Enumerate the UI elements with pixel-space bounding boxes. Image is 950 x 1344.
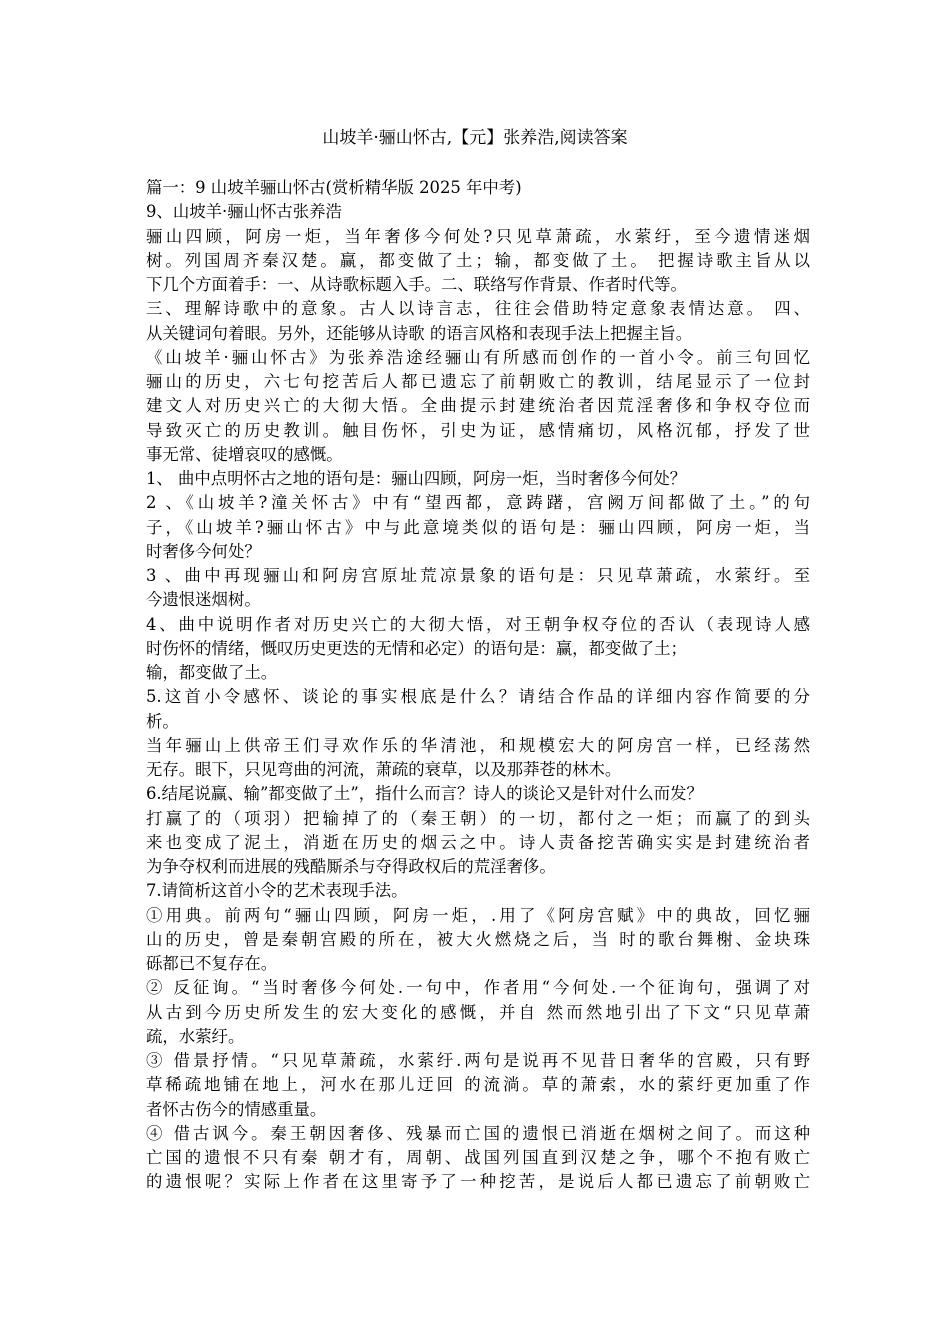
text-line: 导致灭亡的历史教训。触目伤怀，引史为证，感情痛切，风格沉郁，抒发了世 [146,420,810,440]
text-line: 打赢了的（项羽）把输掉了的（秦王朝）的一切，都付之一炬；而赢了的到头 [146,808,810,828]
text-line: 7.请简析这首小令的艺术表现手法。 [146,881,408,901]
text-line: 9、山坡羊·骊山怀古张养浩 [146,202,342,222]
text-line: 篇一：9 山坡羊骊山怀古(赏析精华版 2025 年中考) [146,178,522,197]
text-line: 时伤怀的情绪，慨叹历史更迭的无情和必定）的语句是：赢，都变做了土； [146,638,687,658]
document-title: 山坡羊·骊山怀古,【元】张养浩,阅读答案 [322,128,628,148]
text-line: 的遗恨呢？实际上作者在这里寄予了一种挖苦，是说后人都已遗忘了前朝败亡 [146,1172,810,1192]
text-line: 《山坡羊·骊山怀古》为张养浩途经骊山有所感而创作的一首小令。前三句回忆 [146,347,810,367]
text-line: 来也变成了泥土，消逝在历史的烟云之中。诗人责备挖苦确实实是封建统治者 [146,832,810,852]
text-line: 树。列国周齐秦汉楚。赢，都变做了土；输，都变做了土。 把握诗歌主旨从以 [146,250,810,270]
text-line: 时奢侈今何处？ [146,541,261,561]
text-line: 2 、《山坡羊?潼关怀古》中有“望西都，意踌躇，宫阙万间都做了土。”的句 [146,493,810,513]
text-line: 建文人对历史兴亡的大彻大悟。全曲提示封建统治者因荒淫奢侈和争权夺位而 [146,396,810,416]
text-line: 三、理解诗歌中的意象。古人以诗言志，往往会借助特定意象表情达意。 四、 [146,299,810,319]
text-line: 今遗恨迷烟树。 [146,590,261,610]
text-line: ①用典。前两句“骊山四顾，阿房一炬，.用了《阿房宫赋》中的典故，回忆骊 [146,905,810,925]
text-line: 当年骊山上供帝王们寻欢作乐的华清池，和规模宏大的阿房宫一样，已经荡然 [146,735,810,755]
text-line: 6.结尾说赢、输”都变做了土”，指什么而言？诗人的谈论又是针对什么而发？ [146,784,703,804]
text-line: 事无常、徒增哀叹的感慨。 [146,444,343,464]
text-line: 无存。眼下，只见弯曲的河流，萧疏的衰草，以及那莽苍的林木。 [146,760,622,779]
text-line: ② 反征询。“当时奢侈今何处.一句中，作者用“今何处.一个征询句，强调了对 [146,978,810,998]
text-line: 从古到今历史所发生的宏大变化的感慨，并自 然而然地引出了下文“只见草萧 [146,1002,810,1022]
document-body [146,176,810,1195]
text-line: 4、曲中说明作者对历史兴亡的大彻大悟，对王朝争权夺位的否认（表现诗人感 [146,614,810,634]
text-line: 下几个方面着手：一、从诗歌标题入手。二、联络写作背景、作者时代等。 [146,275,687,294]
text-line: 者怀古伤今的情感重量。 [146,1099,327,1119]
text-line: ③ 借景抒情。“只见草萧疏，水萦纡.两句是说再不见昔日奢华的宫殿，只有野 [146,1051,810,1070]
text-line: 析。 [146,711,179,731]
text-line: 骊山的历史，六七句挖苦后人都已遗忘了前朝败亡的教训，结尾显示了一位封 [146,372,810,391]
text-line: 亡国的遗恨不只有秦 朝才有，周朝、战国列国直到汉楚之争，哪个不抱有败亡 [146,1148,810,1167]
text-line: ④ 借古讽今。秦王朝因奢侈、残暴而亡国的遗恨已消逝在烟树之间了。而这种 [146,1123,810,1143]
text-line: 输，都变做了土。 [146,663,278,682]
text-line: 为争夺权利而进展的残酷厮杀与夺得政权后的荒淫奢侈。 [146,857,556,876]
text-line: 山的历史，曾是秦朝宫殿的所在，被大火燃烧之后，当 时的歌台舞榭、金块珠 [146,929,810,949]
text-line: 从关键词句着眼。另外，还能够从诗歌 的语言风格和表现手法上把握主旨。 [146,323,693,343]
text-line: 骊山四顾，阿房一炬，当年奢侈今何处?只见草萧疏，水萦纡，至今遗情迷烟 [146,226,810,246]
text-line: 疏，水萦纡。 [146,1026,245,1046]
text-line: 子，《山坡羊?骊山怀古》中与此意境类似的语句是：骊山四顾，阿房一炬，当 [146,517,810,537]
text-line: 1、 曲中点明怀古之地的语句是：骊山四顾，阿房一炬，当时奢侈今何处？ [146,469,687,488]
text-line: 3 、曲中再现骊山和阿房宫原址荒凉景象的语句是：只见草萧疏，水萦纡。至 [146,566,810,585]
text-line: 草稀疏地铺在地上，河水在那儿迂回 的流淌。草的萧索，水的萦纡更加重了作 [146,1075,810,1095]
text-line: 砾都已不复存在。 [146,954,278,973]
text-line: 5.这首小令感怀、谈论的事实根底是什么？请结合作品的详细内容作简要的分 [146,687,810,707]
